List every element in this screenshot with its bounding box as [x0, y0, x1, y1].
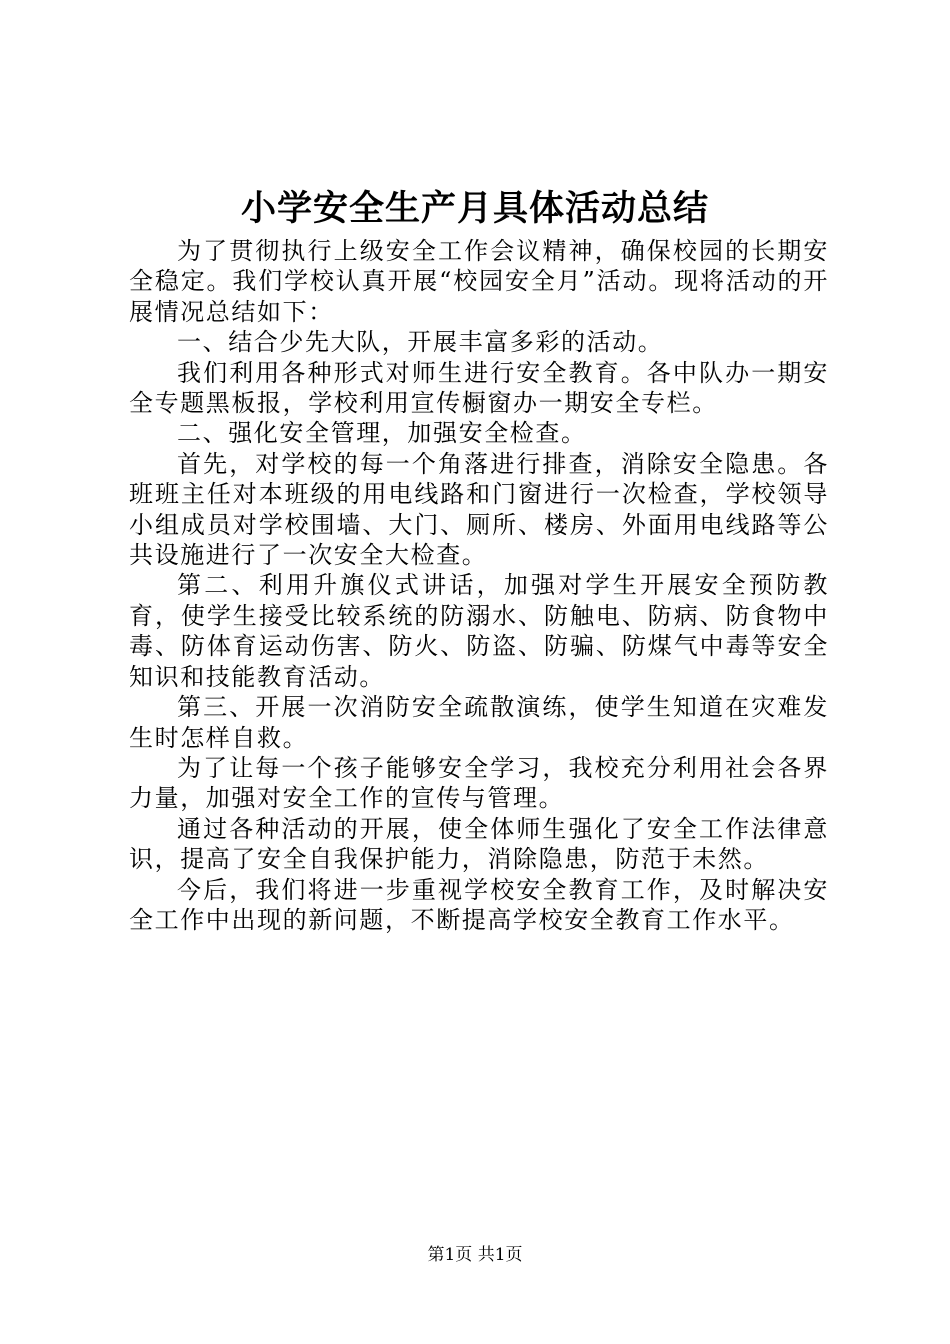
paragraph-results: 通过各种活动的开展，使全体师生强化了安全工作法律意识，提高了安全自我保护能力，消除隐患，防范于未然。 [129, 814, 829, 874]
paragraph-intro: 为了贯彻执行上级安全工作会议精神，确保校园的长期安全稳定。我们学校认真开展“校园安全月”活动。现将活动的开展情况总结如下： [129, 237, 829, 326]
paragraph-conclusion: 今后，我们将进一步重视学校安全教育工作，及时解决安全工作中出现的新问题，不断提高学校安全教育工作水平。 [129, 875, 829, 934]
paragraph-section-1: 我们利用各种形式对师生进行安全教育。各中队办一期安全专题黑板报，学校利用宣传橱窗办一期安全专栏。 [129, 358, 829, 418]
document-title: 小学安全生产月具体活动总结 [240, 188, 709, 229]
document-body [129, 236, 829, 935]
section-heading-1: 一、结合少先大队，开展丰富多彩的活动。 [177, 328, 664, 357]
section-heading-2: 二、强化安全管理，加强安全检查。 [177, 419, 587, 448]
page-footer: 第1页 共1页 [427, 1245, 523, 1265]
paragraph-first: 首先，对学校的每一个角落进行排查，消除安全隐患。各班班主任对本班级的用电线路和门窗进行一次检查，学校领导小组成员对学校围墙、大门、厕所、楼房、外面用电线路等公共设施进行了一次安全大检查。 [129, 449, 829, 570]
paragraph-publicity: 为了让每一个孩子能够安全学习，我校充分利用社会各界力量，加强对安全工作的宣传与管理。 [129, 753, 829, 813]
paragraph-third: 第三、开展一次消防安全疏散演练，使学生知道在灾难发生时怎样自救。 [129, 693, 829, 752]
paragraph-second: 第二、利用升旗仪式讲话，加强对学生开展安全预防教育，使学生接受比较系统的防溺水、防触电、防病、防食物中毒、防体育运动伤害、防火、防盗、防骗、防煤气中毒等安全知识和技能教育活动。 [129, 571, 829, 691]
